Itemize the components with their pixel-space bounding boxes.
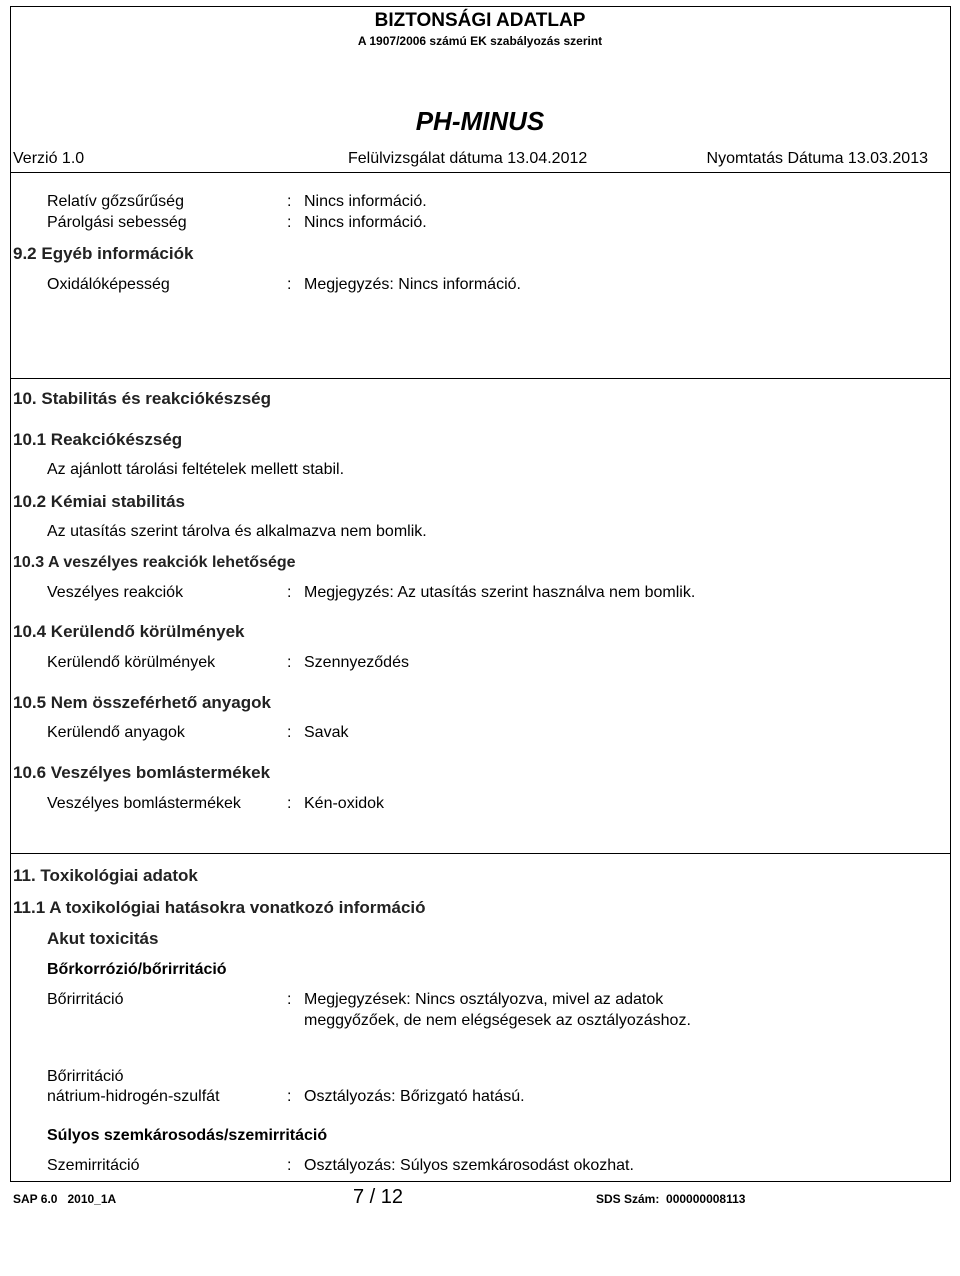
label-evaporation-rate: Párolgási sebesség [47,214,187,231]
colon: : [287,1088,292,1105]
page-number: 7 / 12 [353,1186,404,1208]
colon: : [287,584,292,601]
heading-skin-corrosion: Bőrkorrózió/bőrirritáció [47,961,227,978]
label-materials-avoid: Kerülendő anyagok [47,724,185,741]
heading-10-3: 10.3 A veszélyes reakciók lehetősége [13,554,296,571]
heading-eye-damage: Súlyos szemkárosodás/szemirritáció [47,1127,328,1144]
text-10-2: Az utasítás szerint tárolva és alkalmazva nem bomlik. [47,523,427,540]
heading-11-1: 11.1 A toxikológiai hatásokra vonatkozó információ [13,898,426,917]
colon: : [287,991,292,1008]
colon: : [287,724,292,741]
heading-10-6: 10.6 Veszélyes bomlástermékek [13,763,271,782]
label-hazardous-reactions: Veszélyes reakciók [47,584,184,601]
heading-10-4: 10.4 Kerülendő körülmények [13,622,245,641]
colon: : [287,795,292,812]
value-relative-vapor-density: Nincs információ. [304,193,427,210]
value-skin-irritation-line2: meggyőzőek, de nem elégségesek az osztályozáshoz. [304,1012,691,1029]
label-conditions-avoid: Kerülendő körülmények [47,654,216,671]
footer-sds-number: SDS Szám: 000000008113 [596,1192,746,1206]
colon: : [287,1157,292,1174]
heading-section-11: 11. Toxikológiai adatok [13,866,198,885]
version: Verzió 1.0 [13,150,85,167]
value-skin-irritation-line1: Megjegyzések: Nincs osztályozva, mivel az adatok [304,991,664,1008]
label-skin-irritation: Bőrirritáció [47,991,124,1008]
product-name: PH-MINUS [415,106,545,136]
label-decomposition: Veszélyes bomlástermékek [47,795,241,812]
colon: : [287,214,292,231]
value-hazardous-reactions: Megjegyzés: Az utasítás szerint használva nem bomlik. [304,584,696,601]
heading-10-2: 10.2 Kémiai stabilitás [13,492,185,511]
footer-sap-version: SAP 6.0 2010_1A [13,1192,117,1206]
section-divider [10,378,951,379]
label-sodium-bisulfate: nátrium-hidrogén-szulfát [47,1088,220,1105]
value-conditions-avoid: Szennyeződés [304,654,409,671]
document-subtitle: A 1907/2006 számú EK szabályozás szerint [357,34,603,48]
colon: : [287,654,292,671]
print-date: Nyomtatás Dátuma 13.03.2013 [706,150,928,167]
section-divider [10,853,951,854]
label-skin-irritation-2: Bőrirritáció [47,1068,124,1085]
heading-section-10: 10. Stabilitás és reakciókészség [13,389,271,408]
value-oxidizing: Megjegyzés: Nincs információ. [304,276,521,293]
label-eye-irritation: Szemirritáció [47,1157,140,1174]
text-10-1: Az ajánlott tárolási feltételek mellett stabil. [47,461,345,478]
document-title: BIZTONSÁGI ADATLAP [374,10,586,31]
value-materials-avoid: Savak [304,724,349,741]
label-oxidizing: Oxidálóképesség [47,276,170,293]
colon: : [287,276,292,293]
colon: : [287,193,292,210]
header-divider [10,172,951,173]
heading-10-5: 10.5 Nem összeférhető anyagok [13,693,271,712]
value-skin-irritation-2: Osztályozás: Bőrizgató hatású. [304,1088,525,1105]
label-relative-vapor-density: Relatív gőzsűrűség [47,193,184,210]
revision-date: Felülvizsgálat dátuma 13.04.2012 [348,150,588,167]
heading-acute-toxicity: Akut toxicitás [47,929,159,948]
heading-9-2: 9.2 Egyéb információk [13,244,194,263]
heading-10-1: 10.1 Reakciókészség [13,430,183,449]
value-decomposition: Kén-oxidok [304,795,385,812]
value-evaporation-rate: Nincs információ. [304,214,427,231]
value-eye-irritation: Osztályozás: Súlyos szemkárosodást okozhat. [304,1157,634,1174]
